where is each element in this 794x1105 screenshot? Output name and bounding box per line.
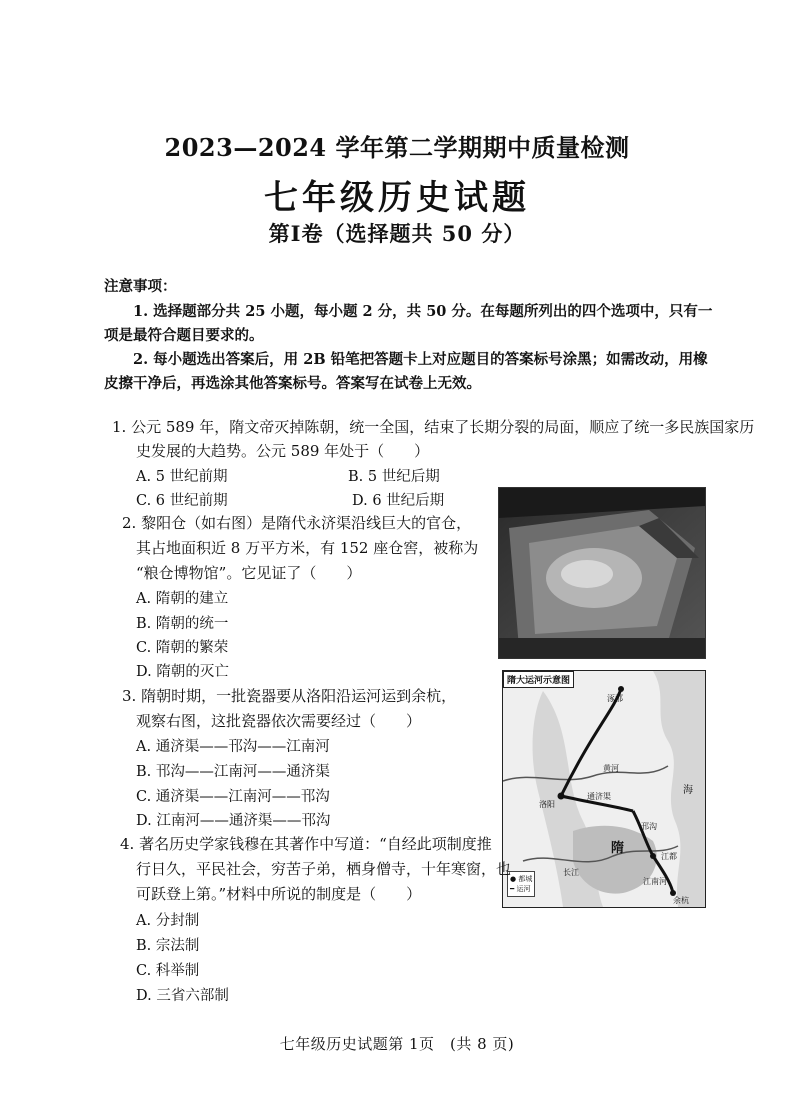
note-item-2-line-2: 皮擦干净后，再选涂其他答案标号。答案写在试卷上无效。 (104, 375, 481, 392)
question-4-option-d: D. 三省六部制 (136, 988, 229, 1004)
question-3-stem-line-2: 观察右图，这批瓷器依次需要经过（ ） (136, 712, 422, 730)
question-4-stem-line-3: 可跃登上第。”材料中所说的制度是（ ） (136, 885, 422, 903)
map-label-zhuojun: 涿郡 (607, 694, 623, 703)
grand-canal-map (502, 670, 706, 908)
map-legend (507, 871, 535, 897)
question-3-option-d: D. 江南河——通济渠——邗沟 (136, 813, 331, 829)
legend-capital-label: 都城 (518, 875, 533, 883)
note-item-1-line-1: 1. 选择题部分共 25 小题，每小题 2 分，共 50 分。在每题所列出的四个选项中，只有一 (133, 303, 713, 320)
map-label-yellow-river: 黄河 (603, 764, 619, 773)
question-3-option-b: B. 邗沟——江南河——通济渠 (136, 764, 330, 780)
map-label-hangou: 邗沟 (641, 822, 657, 831)
legend-capital-icon: ● (510, 875, 519, 883)
question-1-option-b: B. 5 世纪后期 (348, 469, 440, 485)
map-title: 隋大运河示意图 (503, 671, 574, 688)
liyang-granary-photo (498, 487, 706, 659)
question-1-option-c: C. 6 世纪前期 (136, 493, 228, 509)
question-2-stem-line-2: 其占地面积近 8 万平方米，有 152 座仓窖，被称为 (136, 539, 479, 557)
question-2-option-b: B. 隋朝的统一 (136, 616, 229, 632)
question-2-option-c: C. 隋朝的繁荣 (136, 640, 229, 656)
question-1-option-d: D. 6 世纪后期 (352, 493, 445, 509)
question-2-stem-line-3: “粮仓博物馆”。它见证了（ ） (136, 564, 362, 582)
granary-photo-illustration (499, 488, 705, 658)
question-3-stem-line-1: 3. 隋朝时期，一批瓷器要从洛阳沿运河运到余杭， (122, 687, 457, 705)
question-1-stem-line-1: 1. 公元 589 年，隋文帝灭掉陈朝，统一全国，结束了长期分裂的局面，顺应了统一多民族国家历 (112, 418, 755, 436)
question-1-option-a: A. 5 世纪前期 (136, 469, 228, 485)
map-label-sea: 海 (683, 785, 693, 796)
note-item-2-line-1: 2. 每小题选出答案后，用 2B 铅笔把答题卡上对应题目的答案标号涂黑；如需改动，用橡 (133, 351, 708, 368)
notes-heading: 注意事项： (104, 278, 177, 295)
question-3-option-c: C. 通济渠——江南河——邗沟 (136, 789, 330, 805)
map-label-luoyang: 洛阳 (539, 800, 555, 809)
map-label-sui: 隋 (611, 841, 625, 856)
legend-canal-label: 运河 (516, 885, 531, 893)
map-label-yuhang: 余杭 (673, 896, 689, 905)
question-4-option-a: A. 分封制 (136, 913, 200, 929)
question-4-option-c: C. 科举制 (136, 963, 200, 979)
section-title: 第Ⅰ卷（选择题共 50 分） (268, 221, 526, 246)
note-item-1-line-2: 项是最符合题目要求的。 (104, 327, 264, 344)
exam-title: 2023—2024 学年第二学期期中质量检测 (164, 133, 630, 162)
map-label-jiangdu: 江都 (661, 852, 677, 861)
question-2-stem-line-1: 2. 黎阳仓（如右图）是隋代永济渠沿线巨大的官仓， (122, 514, 472, 532)
question-4-option-b: B. 宗法制 (136, 938, 200, 954)
question-2-option-a: A. 隋朝的建立 (136, 591, 229, 607)
question-4-stem-line-2: 行日久，平民社会，穷苦子弟，栖身僧寺，十年寒窗，也 (136, 860, 512, 878)
legend-canal-icon: ━ (510, 885, 517, 893)
question-2-option-d: D. 隋朝的灭亡 (136, 664, 229, 680)
map-label-jiangnan-canal: 江南河 (643, 877, 667, 886)
question-1-stem-line-2: 史发展的大趋势。公元 589 年处于（ ） (136, 442, 430, 460)
map-label-yangtze: 长江 (563, 868, 579, 877)
map-label-tongji-canal: 通济渠 (587, 792, 611, 801)
question-4-stem-line-1: 4. 著名历史学家钱穆在其著作中写道：“自经此项制度推 (120, 835, 492, 853)
question-3-option-a: A. 通济渠——邗沟——江南河 (136, 739, 330, 755)
luoyang-marker (558, 793, 565, 800)
page-footer: 七年级历史试题第 1页 (共 8 页) (279, 1035, 515, 1053)
subject-title: 七年级历史试题 (264, 178, 530, 218)
